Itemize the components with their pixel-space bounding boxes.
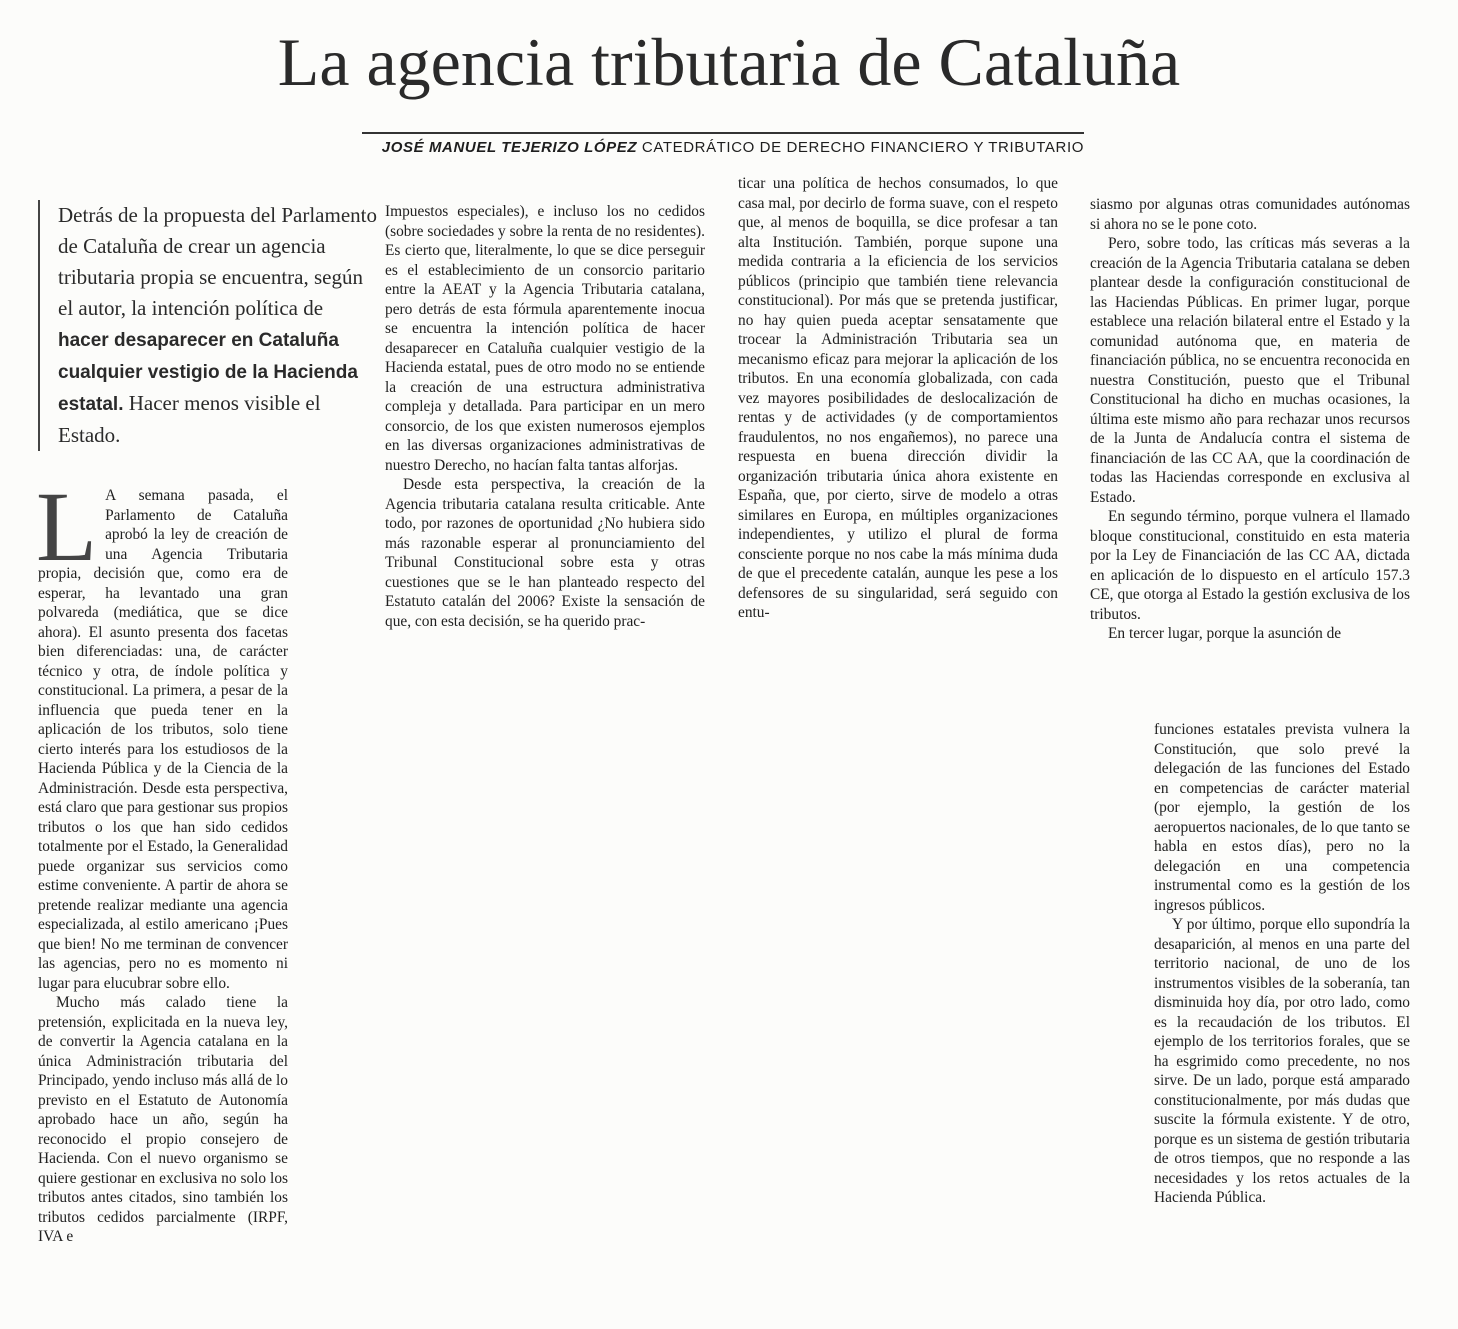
author-role: CATEDRÁTICO DE DERECHO FINANCIERO Y TRIBUTARIO	[641, 139, 1084, 156]
paragraph: Impuestos especiales), e incluso los no cedidos (sobre sociedades y sobre la renta de no residentes). Es cierto que, literalmente, lo que se dice perseguir es el establecimiento de un consorcio paritario entre la AEAT y la Agencia Tributaria catalana, pero detrás de esta fórmula aparentemente inocua se encuentra la intención política de hacer desaparecer en Cataluña cualquier vestigio de la Hacienda estatal, pues de otro modo no se entiende la creación de una estructura administrativa compleja y detallada. Para participar en un mero consorcio, de los que existen numerosos ejemplos en las diversas organizaciones administrativas de nuestro Derecho, no hacían falta tantas alforjas.	[385, 203, 705, 474]
paragraph-text: A semana pasada, el Parlamento de Cataluña aprobó la ley de creación de una Agencia Tributaria propia, decisión que, como era de esperar, ha levantado una gran polvareda (mediática, que se dice ahora). El asunto presenta dos facetas bien diferenciadas: una, de carácter técnico y otra, de índole política y constitucional. La primera, a pesar de la influencia que pueda tener en la aplicación de los tributos, solo tiene cierto interés para los estudiosos de la Hacienda Pública y de la Ciencia de la Administración. Desde esta perspectiva, está claro que para gestionar sus propios tributos o los que han sido cedidos totalmente por el Estado, la Generalidad puede organizar sus servicios como estime conveniente. A partir de ahora se pretende realizar mediante una agencia especializada, al estilo americano ¡Pues que bien! No me terminan de convencer las agencias, pero no es momento ni lugar para elucubrar sobre ello.	[38, 487, 288, 992]
paragraph: En tercer lugar, porque la asunción de	[1108, 625, 1342, 642]
paragraph: Y por último, porque ello supondría la desaparición, al menos en una parte del territorio nacional, de uno de los instrumentos visibles de la soberanía, tan disminuida hoy día, por otro lado, como es la recaudación de los tributos. El ejemplo de los territorios forales, que se ha esgrimido como precedente, no nos sirve. De un lado, porque está amparado constitucionalmente, por más dudas que suscite la fórmula existente. Y de otro, porque es un sistema de gestión tributaria de otros tiempos, que no responde a las necesidades y los retos actuales de la Hacienda Pública.	[1154, 916, 1410, 1206]
text-column-2	[385, 202, 705, 631]
text-column-4	[1090, 195, 1410, 644]
paragraph: Desde esta perspectiva, la creación de la Agencia tributaria catalana resulta criticable. Ante todo, por razones de oportunidad ¿No hubiera sido más razonable esperar al pronunciamiento del Tribunal Constitucional sobre esta y otras cuestiones que se le han planteado respecto del Estatuto catalán del 2006? Existe la sensación de que, con esta decisión, se ha querido prac-	[385, 476, 705, 630]
paragraph: Pero, sobre todo, las críticas más severas a la creación de la Agencia Tributaria catalana se deben plantear desde la configuración constitucional de las Haciendas Públicas. En primer lugar, porque establece una relación bilateral entre el Estado y la comunidad autónoma que, en materia de financiación pública, no se encuentra reconocida en nuestra Constitución, puesto que el Tribunal Constitucional ha dicho en muchas ocasiones, la última este mismo año para rechazar unos recursos de la Junta de Andalucía contra el sistema de financiación de las CC AA, que la coordinación de todas las Haciendas corresponde en exclusiva al Estado.	[1090, 235, 1410, 506]
paragraph: siasmo por algunas otras comunidades autónomas si ahora no se le pone coto.	[1090, 196, 1410, 233]
byline	[362, 132, 1084, 158]
paragraph: En segundo término, porque vulnera el llamado bloque constitucional, constituido en esta materia por la Ley de Financiación de las CC AA, dictada en aplicación de lo dispuesto en el artículo 157.3 CE, que otorga al Estado la gestión exclusiva de los tributos.	[1090, 508, 1410, 623]
drop-cap: L	[36, 471, 98, 582]
author-name: JOSÉ MANUEL TEJERIZO LÓPEZ	[381, 139, 638, 156]
text-column-3	[738, 174, 1058, 623]
paragraph: Mucho más calado tiene la pretensión, explicitada en la nueva ley, de convertir la Agencia catalana en la única Administración tributaria del Principado, yendo incluso más allá de lo previsto en el Estatuto de Autonomía aprobado hace un año, según ha reconocido el propio consejero de Hacienda. Con el nuevo organismo se quiere gestionar en exclusiva no solo los tributos antes citados, sino también los tributos cedidos parcialmente (IRPF, IVA e	[38, 994, 288, 1245]
standfirst-highlight: hacer desaparecer en Cataluña cualquier vestigio de la Hacienda estatal.	[58, 330, 358, 415]
standfirst	[38, 200, 378, 451]
standfirst-outro: Hacer menos visible el Estado.	[58, 391, 321, 447]
text-column-4-inset	[1154, 720, 1410, 1208]
paragraph: ticar una política de hechos consumados, lo que casa mal, por decirlo de forma suave, con el respeto que, al menos de boquilla, se dice profesar a tan alta Institución. También, porque supone una medida contraria a la eficiencia de los servicios públicos (principio que también tiene relevancia constitucional). Por más que se pretenda justificar, no hay quien pueda aceptar sensatamente que trocear la Administración Tributaria sea un mecanismo eficaz para mejorar la aplicación de los tributos. En una economía globalizada, con cada vez mayores posibilidades de deslocalización de rentas y de actividades (y de comportamientos fraudulentos, no nos engañemos), no parece una respuesta en buena dirección dividir la organización tributaria única ahora existente en España, que, por cierto, sirve de modelo a otras similares en Europa, en múltiples organizaciones independientes, y utilizo el plural de forma consciente porque no nos cabe la más mínima duda de que el precedente catalán, aunque les pese a los defensores de su singularidad, será seguido con entu-	[738, 175, 1058, 621]
paragraph	[36, 471, 288, 993]
article-title: La agencia tributaria de Cataluña	[277, 24, 1181, 100]
standfirst-intro: Detrás de la propuesta del Parlamento de Cataluña de crear un agencia tributaria propia se encuentra, según el autor, la intención política de	[58, 203, 377, 320]
text-column-1	[36, 471, 288, 1247]
paragraph: funciones estatales prevista vulnera la Constitución, que solo prevé la delegación de las funciones del Estado en competencias de carácter material (por ejemplo, la gestión de los aeropuertos nacionales, de lo que tanto se habla en estos días), pero no la delegación en una competencia instrumental como es la gestión de los ingresos públicos.	[1154, 721, 1410, 914]
